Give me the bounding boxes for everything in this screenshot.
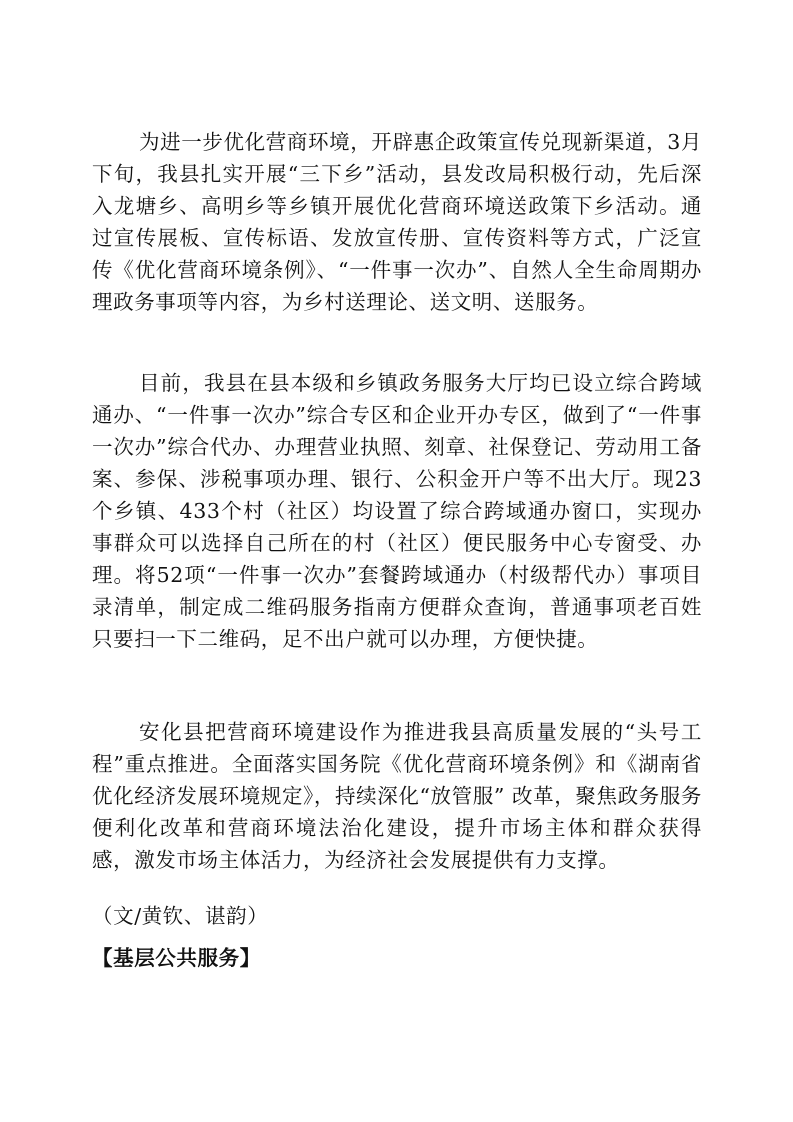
section-heading: 【基层公共服务】: [92, 946, 261, 970]
paragraph-service-halls: 目前，我县在县本级和乡镇政务服务大厅均已设立综合跨域通办、“一件事一次办”综合专区和企业开办专区，做到了“一件事一次办”综合代办、办理营业执照、刻章、社保登记、劳动用工备案、参保、涉税事项办理、银行、公积金开户等不出大厅。现23个乡镇、433个村（社区）均设置了综合跨域通办窗口，实现办事群众可以选择自己所在的村（社区）便民服务中心专窗受、办理。将52项“一件事一次办”套餐跨域通办（村级帮代办）事项目录清单，制定成二维码服务指南方便群众查询，普通事项老百姓只要扫一下二维码，足不出户就可以办理，方便快捷。: [92, 371, 702, 651]
author-credit: （文/黄钦、谌韵）: [92, 904, 269, 928]
paragraph-business-environment: 安化县把营商环境建设作为推进我县高质量发展的“头号工程”重点推进。全面落实国务院《优化营商环境条例》和《湖南省优化经济发展环境规定》，持续深化“放管服” 改革，聚焦政务服务便利化改革和营商环境法治化建设，提升市场主体和群众获得感，激发市场主体活力，为经济社会发展提供有力支撑。: [92, 720, 702, 872]
paragraph-outreach: 为进一步优化营商环境，开辟惠企政策宣传兑现新渠道，3月下旬，我县扎实开展“三下乡”活动，县发改局积极行动，先后深入龙塘乡、高明乡等乡镇开展优化营商环境送政策下乡活动。通过宣传展板、宣传标语、发放宣传册、宣传资料等方式，广泛宣传《优化营商环境条例》、“一件事一次办”、自然人全生命周期办理政务事项等内容，为乡村送理论、送文明、送服务。: [92, 130, 702, 314]
